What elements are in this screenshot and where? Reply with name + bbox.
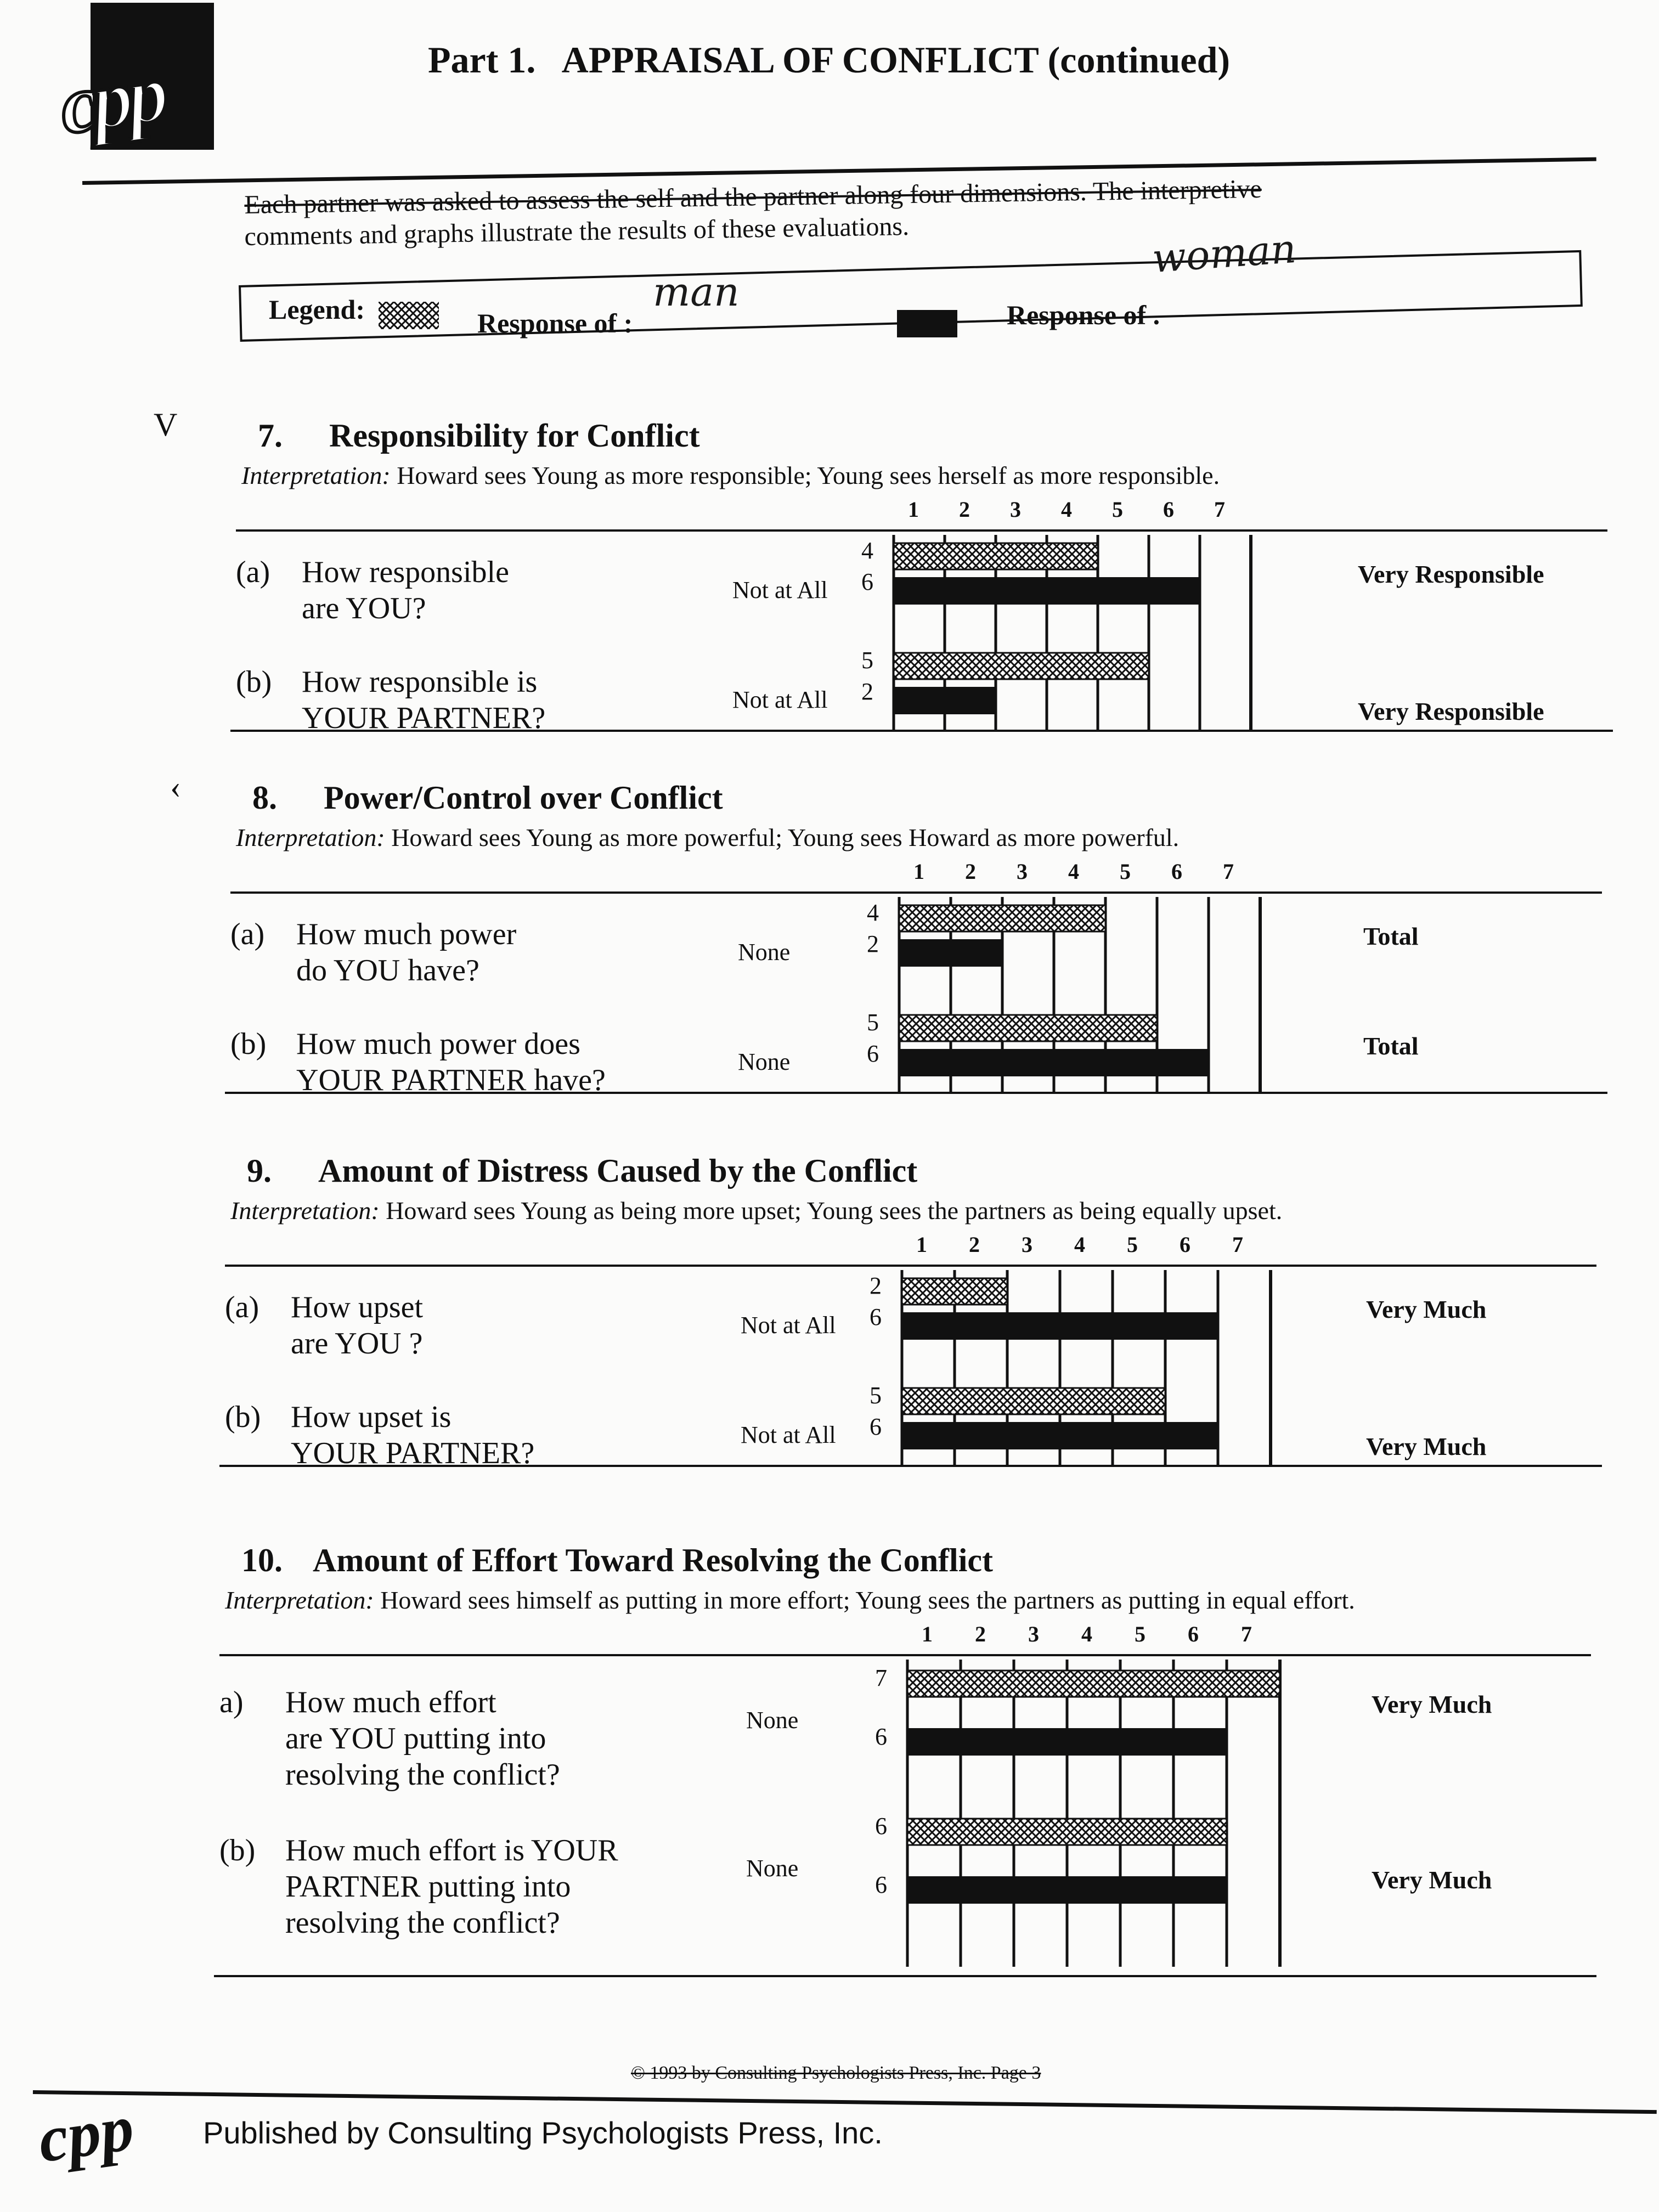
scale-high-anchor: Very Responsible bbox=[1358, 560, 1544, 588]
question-line-2: PARTNER putting into bbox=[285, 1870, 571, 1904]
section-top-rule bbox=[236, 529, 1607, 532]
man-response-bar bbox=[899, 1015, 1157, 1041]
question-line-1: How upset bbox=[291, 1290, 424, 1324]
scale-low-anchor: None bbox=[738, 939, 791, 966]
question-line-2: do YOU have? bbox=[296, 953, 479, 988]
woman-response-bar bbox=[902, 1422, 1218, 1449]
scale-high-anchor: Very Responsible bbox=[1358, 697, 1544, 725]
question-line-1: How much effort bbox=[285, 1685, 496, 1719]
interpretation-text: Howard sees Young as more powerful; Young sees Howard as more powerful. bbox=[391, 823, 1180, 851]
man-response-bar bbox=[894, 543, 1098, 569]
cpp-logo-text: cpp bbox=[54, 47, 169, 152]
rating-grid bbox=[905, 1660, 1289, 1967]
question-line-1: How responsible is bbox=[302, 665, 538, 699]
woman-value-label: 6 bbox=[861, 568, 873, 595]
scale-low-anchor: None bbox=[738, 1048, 791, 1075]
woman-response-bar bbox=[894, 687, 996, 714]
man-value-label: 2 bbox=[870, 1272, 882, 1299]
scale-high-anchor: Very Much bbox=[1372, 1690, 1492, 1718]
scale-number-2: 2 bbox=[965, 859, 976, 884]
woman-value-label: 6 bbox=[870, 1413, 882, 1440]
section-number: 10. bbox=[241, 1542, 283, 1578]
scale-number-4: 4 bbox=[1061, 497, 1072, 522]
question-line-1: How much power does bbox=[296, 1027, 580, 1061]
interpretation-label: Interpretation: bbox=[236, 823, 385, 851]
section-title: Amount of Distress Caused by the Conflict bbox=[318, 1153, 918, 1189]
section-title: Responsibility for Conflict bbox=[329, 417, 700, 454]
scale-number-3: 3 bbox=[1028, 1622, 1039, 1646]
man-value-label: 4 bbox=[861, 537, 873, 564]
scale-number-7: 7 bbox=[1223, 859, 1234, 884]
scale-number-7: 7 bbox=[1214, 497, 1225, 522]
woman-response-bar bbox=[902, 1312, 1218, 1340]
woman-response-bar bbox=[907, 1728, 1227, 1756]
question-line-2: YOUR PARTNER? bbox=[291, 1436, 535, 1470]
scale-low-anchor: Not at All bbox=[732, 577, 828, 603]
section-number: 7. bbox=[258, 417, 283, 454]
question-line-2: YOUR PARTNER? bbox=[302, 701, 546, 735]
footer-cpp-logo: cpp bbox=[33, 2090, 138, 2176]
intro-text: Each partner was asked to assess the self and the partner along four dimensions. The interpretive comments and graphs illustrate the results of these evaluations. bbox=[244, 174, 1262, 251]
interpretation-text: Howard sees Young as being more upset; Young sees the partners as being equally upset. bbox=[386, 1197, 1283, 1224]
margin-check-mark: V bbox=[154, 407, 178, 443]
interpretation bbox=[236, 823, 1179, 852]
question-letter: a) bbox=[219, 1685, 244, 1719]
scale-number-4: 4 bbox=[1068, 859, 1079, 884]
scale-number-2: 2 bbox=[975, 1622, 986, 1646]
man-value-label: 5 bbox=[867, 1009, 879, 1036]
interpretation-label: Interpretation: bbox=[225, 1586, 374, 1614]
scale-low-anchor: Not at All bbox=[741, 1421, 836, 1448]
copyright-line: © 1993 by Consulting Psychologists Press, Inc. Page 3 bbox=[631, 2063, 1041, 2083]
scale-high-anchor: Total bbox=[1363, 1032, 1419, 1060]
woman-value-label: 6 bbox=[875, 1871, 887, 1898]
man-value-label: 5 bbox=[861, 647, 873, 674]
scale-low-anchor: Not at All bbox=[732, 686, 828, 713]
legend-response-woman: Response of . bbox=[1007, 300, 1160, 330]
rating-grid bbox=[891, 535, 1260, 730]
rating-grid bbox=[897, 897, 1269, 1092]
legend-solid-swatch bbox=[897, 310, 957, 337]
question-line-1: How much power bbox=[296, 917, 517, 951]
scale-number-4: 4 bbox=[1081, 1622, 1092, 1646]
woman-response-bar bbox=[907, 1876, 1227, 1904]
legend-hatch-swatch bbox=[379, 302, 439, 329]
section-top-rule bbox=[219, 1654, 1591, 1656]
man-value-label: 7 bbox=[875, 1664, 887, 1691]
question-line-1: How responsible bbox=[302, 555, 509, 589]
scale-number-7: 7 bbox=[1232, 1232, 1243, 1257]
interpretation bbox=[241, 461, 1220, 490]
section-bottom-rule bbox=[214, 1975, 1596, 1977]
scale-number-5: 5 bbox=[1135, 1622, 1146, 1646]
man-response-bar bbox=[899, 905, 1105, 932]
legend-label: Legend: bbox=[269, 294, 365, 325]
scale-number-3: 3 bbox=[1022, 1232, 1032, 1257]
scale-number-1: 1 bbox=[916, 1232, 927, 1257]
question-letter: (b) bbox=[230, 1027, 267, 1061]
scale-number-5: 5 bbox=[1120, 859, 1131, 884]
section-title: Power/Control over Conflict bbox=[324, 780, 723, 816]
man-value-label: 4 bbox=[867, 899, 879, 926]
page-title: Part 1. APPRAISAL OF CONFLICT (continued) bbox=[428, 39, 1231, 81]
woman-value-label: 6 bbox=[867, 1040, 879, 1067]
woman-response-bar bbox=[899, 1049, 1209, 1076]
man-response-bar bbox=[902, 1278, 1007, 1305]
man-value-label: 6 bbox=[875, 1813, 887, 1839]
interpretation-text: Howard sees Young as more responsible; Young sees herself as more responsible. bbox=[397, 461, 1220, 489]
man-response-bar bbox=[907, 1819, 1227, 1845]
woman-value-label: 2 bbox=[861, 678, 873, 705]
question-line-2: YOUR PARTNER have? bbox=[296, 1063, 606, 1097]
scale-number-3: 3 bbox=[1017, 859, 1028, 884]
interpretation-label: Interpretation: bbox=[230, 1197, 380, 1224]
scale-number-4: 4 bbox=[1074, 1232, 1085, 1257]
woman-value-label: 2 bbox=[867, 930, 879, 957]
scale-low-anchor: None bbox=[746, 1855, 799, 1882]
question-letter: (a) bbox=[236, 555, 270, 589]
scale-number-1: 1 bbox=[922, 1622, 933, 1646]
scale-number-2: 2 bbox=[959, 497, 970, 522]
interpretation bbox=[225, 1585, 1355, 1615]
question-line-1: How upset is bbox=[291, 1400, 452, 1434]
scale-number-1: 1 bbox=[908, 497, 919, 522]
scale-number-5: 5 bbox=[1127, 1232, 1138, 1257]
section-top-rule bbox=[225, 1265, 1596, 1267]
scale-number-2: 2 bbox=[969, 1232, 980, 1257]
section-number: 8. bbox=[252, 780, 277, 816]
interpretation-text: Howard sees himself as putting in more effort; Young sees the partners as putting in equal effort. bbox=[380, 1586, 1355, 1614]
section-top-rule bbox=[230, 891, 1602, 894]
publisher-line: Published by Consulting Psychologists Press, Inc. bbox=[203, 2115, 883, 2150]
scale-number-6: 6 bbox=[1171, 859, 1182, 884]
scale-high-anchor: Very Much bbox=[1366, 1432, 1487, 1460]
rating-grid bbox=[900, 1270, 1279, 1465]
scale-number-3: 3 bbox=[1010, 497, 1021, 522]
woman-value-label: 6 bbox=[875, 1723, 887, 1750]
scale-number-6: 6 bbox=[1188, 1622, 1199, 1646]
man-value-label: 5 bbox=[870, 1382, 882, 1409]
scale-number-5: 5 bbox=[1112, 497, 1123, 522]
question-letter: (b) bbox=[219, 1833, 256, 1867]
section-number: 9. bbox=[247, 1153, 272, 1189]
question-letter: (b) bbox=[225, 1400, 261, 1434]
scale-high-anchor: Total bbox=[1363, 922, 1419, 950]
scale-low-anchor: Not at All bbox=[741, 1312, 836, 1339]
section-title: Amount of Effort Toward Resolving the Conflict bbox=[313, 1542, 993, 1578]
woman-response-bar bbox=[899, 939, 1002, 967]
question-line-3: resolving the conflict? bbox=[285, 1758, 560, 1792]
question-line-1: How much effort is YOUR bbox=[285, 1833, 618, 1867]
question-line-2: are YOU? bbox=[302, 591, 426, 625]
scale-low-anchor: None bbox=[746, 1707, 799, 1734]
question-letter: (a) bbox=[225, 1290, 259, 1324]
legend-response-man: Response of : bbox=[477, 308, 633, 338]
question-line-2: are YOU ? bbox=[291, 1327, 423, 1361]
question-letter: (a) bbox=[230, 917, 265, 951]
margin-mark: ‹ bbox=[170, 769, 181, 805]
man-response-bar bbox=[894, 653, 1149, 679]
man-response-bar bbox=[907, 1671, 1280, 1697]
handwritten-man: man bbox=[653, 269, 740, 315]
interpretation bbox=[230, 1196, 1282, 1225]
scale-number-1: 1 bbox=[913, 859, 924, 884]
question-line-2: are YOU putting into bbox=[285, 1722, 546, 1756]
question-letter: (b) bbox=[236, 665, 272, 699]
interpretation-label: Interpretation: bbox=[241, 461, 391, 489]
footer-rule bbox=[33, 2090, 1657, 2114]
scale-number-7: 7 bbox=[1241, 1622, 1252, 1646]
handwritten-woman: woman bbox=[1150, 225, 1298, 282]
scale-number-6: 6 bbox=[1180, 1232, 1190, 1257]
scale-number-6: 6 bbox=[1163, 497, 1174, 522]
scale-high-anchor: Very Much bbox=[1372, 1866, 1492, 1894]
question-line-3: resolving the conflict? bbox=[285, 1906, 560, 1940]
woman-value-label: 6 bbox=[870, 1304, 882, 1330]
man-response-bar bbox=[902, 1388, 1165, 1414]
scale-high-anchor: Very Much bbox=[1366, 1295, 1487, 1323]
woman-response-bar bbox=[894, 577, 1200, 605]
